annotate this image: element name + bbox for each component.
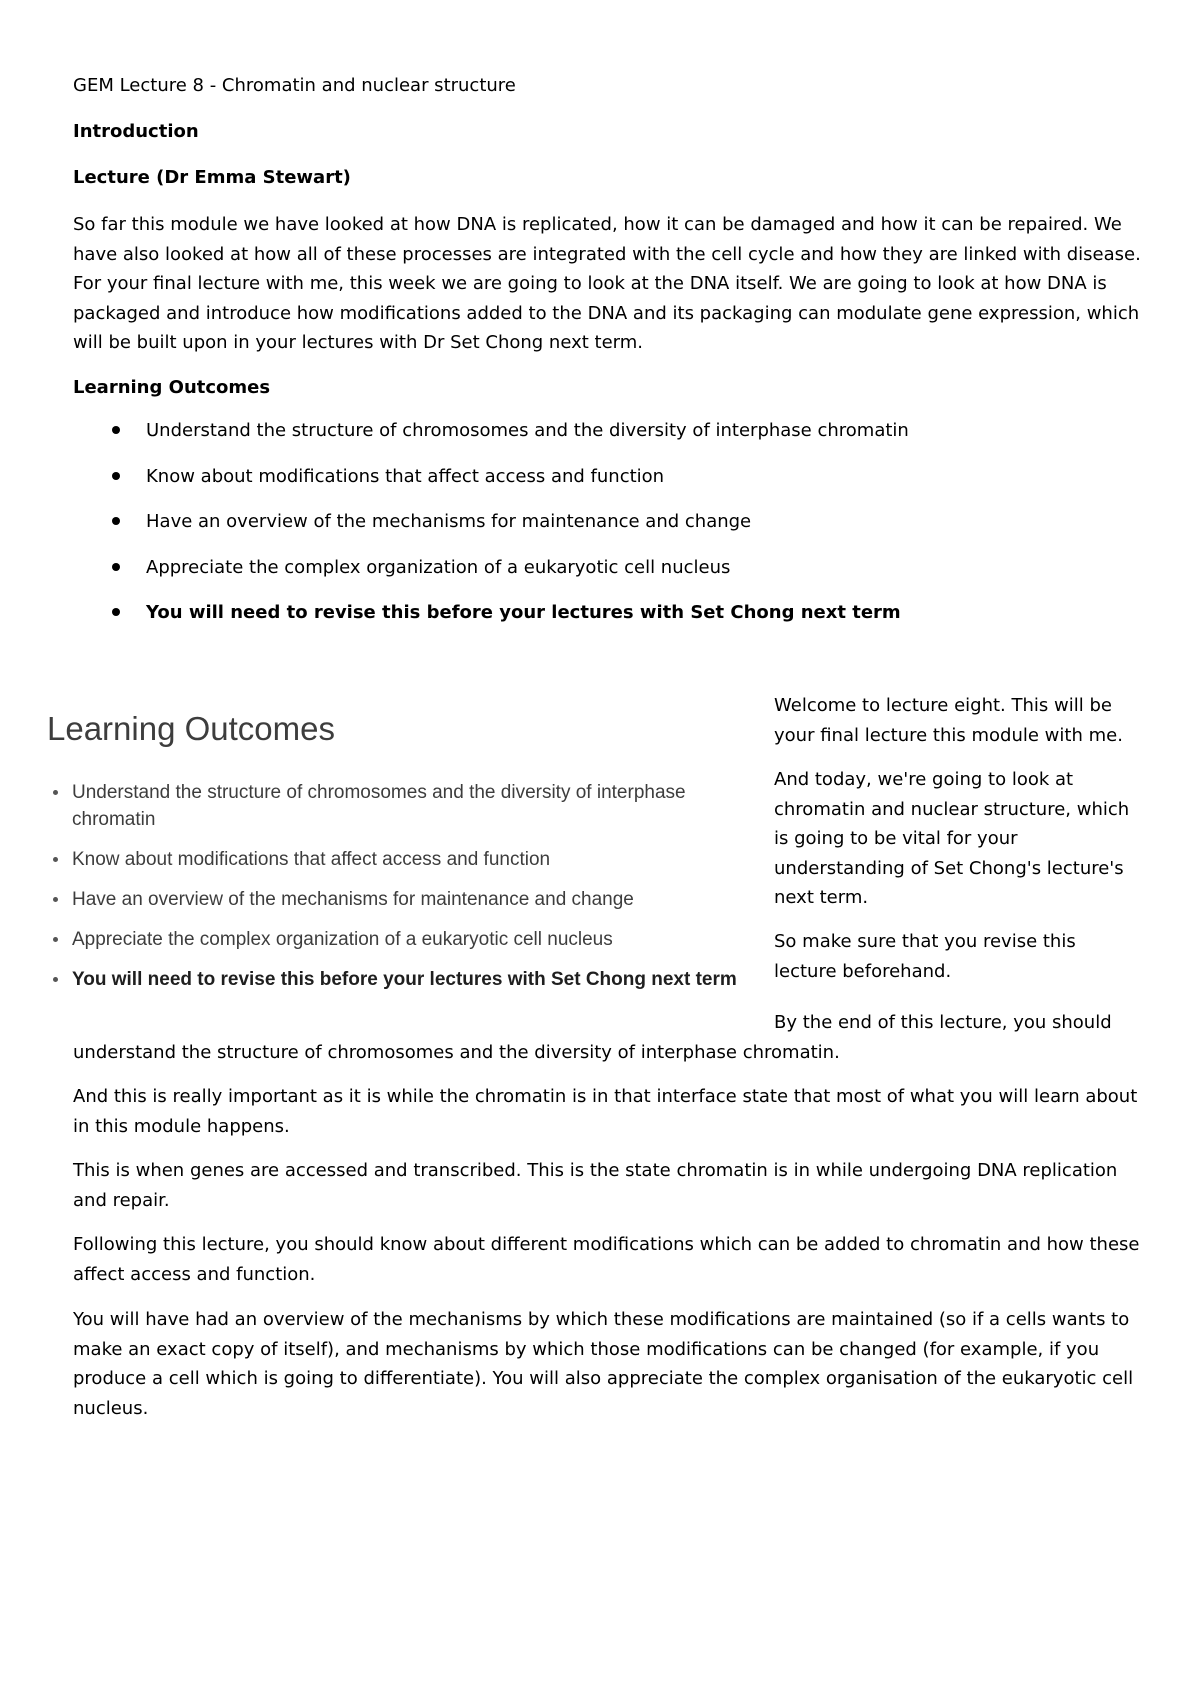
introduction-heading: Introduction bbox=[73, 121, 199, 142]
lecture-heading: Lecture (Dr Emma Stewart) bbox=[73, 167, 351, 188]
slide-list-item bbox=[47, 966, 747, 993]
slide-list-item-text: Understand the structure of chromosomes and the diversity of interphase chromatin bbox=[72, 782, 686, 830]
bullet-icon bbox=[112, 472, 120, 480]
transcript-paragraph-start: By the end of this lecture, you should bbox=[774, 1012, 1112, 1033]
learning-outcomes-heading: Learning Outcomes bbox=[73, 377, 271, 398]
slide-list-item bbox=[47, 846, 747, 873]
list-item-text: Understand the structure of chromosomes and the diversity of interphase chromatin bbox=[146, 420, 909, 441]
transcript-paragraph: And today, we're going to look at chromatin and nuclear structure, which is going to be vital for your understanding of Set Chong's lecture's next term. bbox=[774, 769, 1130, 908]
intro-paragraph: So far this module we have looked at how DNA is replicated, how it can be damaged and how it can be repaired. We have also looked at how all of these processes are integrated with the cell cycle and how they are linked with disease. For your final lecture with me, this week we are going to look at the DNA itself. We are going to look at how DNA is packaged and introduce how modifications added to the DNA and its packaging can modulate gene expression, which will be built upon in your lectures with Dr Set Chong next term. bbox=[73, 214, 1141, 353]
transcript-paragraph: So make sure that you revise this lecture beforehand. bbox=[774, 931, 1076, 982]
slide-list-item bbox=[47, 926, 747, 953]
list-item bbox=[73, 418, 1133, 464]
transcript-paragraph-continuation: understand the structure of chromosomes and the diversity of interphase chromatin. bbox=[73, 1042, 840, 1063]
transcript-paragraph: This is when genes are accessed and transcribed. This is the state chromatin is in while undergoing DNA replication and repair. bbox=[73, 1160, 1118, 1211]
list-item bbox=[73, 555, 1133, 601]
slide-list-item bbox=[47, 886, 747, 913]
bullet-icon bbox=[112, 608, 120, 616]
bullet-icon bbox=[53, 790, 58, 795]
slide-list-item bbox=[47, 779, 747, 833]
slide-image bbox=[40, 695, 750, 995]
bullet-icon bbox=[112, 563, 120, 571]
bullet-icon bbox=[53, 857, 58, 862]
slide-list-item-text: Appreciate the complex organization of a eukaryotic cell nucleus bbox=[72, 929, 613, 950]
learning-outcomes-list bbox=[73, 418, 1133, 646]
document-title: GEM Lecture 8 - Chromatin and nuclear structure bbox=[73, 75, 516, 96]
slide-list-item-text: Know about modifications that affect access and function bbox=[72, 849, 551, 870]
slide-title: Learning Outcomes bbox=[47, 710, 335, 747]
slide-list-item-text: Have an overview of the mechanisms for maintenance and change bbox=[72, 889, 634, 910]
bullet-icon bbox=[53, 897, 58, 902]
transcript-paragraph: You will have had an overview of the mechanisms by which these modifications are maintained (so if a cells wants to make an exact copy of itself), and mechanisms by which those modifications can be changed (for example, if you produce a cell which is going to differentiate). You will also appreciate the complex organisation of the eukaryotic cell nucleus. bbox=[73, 1309, 1134, 1419]
bullet-icon bbox=[112, 517, 120, 525]
list-item bbox=[73, 464, 1133, 510]
list-item bbox=[73, 600, 1133, 646]
slide-list-item-text: You will need to revise this before your lectures with Set Chong next term bbox=[72, 969, 737, 990]
transcript-paragraph: And this is really important as it is while the chromatin is in that interface state that most of what you will learn about in this module happens. bbox=[73, 1086, 1138, 1137]
bullet-icon bbox=[53, 977, 58, 982]
transcript-paragraph: Welcome to lecture eight. This will be your final lecture this module with me. bbox=[774, 695, 1123, 746]
list-item-text: Have an overview of the mechanisms for maintenance and change bbox=[146, 511, 752, 532]
list-item-text: Appreciate the complex organization of a eukaryotic cell nucleus bbox=[146, 556, 731, 578]
list-item-text: You will need to revise this before your lectures with Set Chong next term bbox=[146, 602, 901, 623]
list-item-text: Know about modifications that affect access and function bbox=[146, 465, 665, 487]
bullet-icon bbox=[53, 937, 58, 942]
list-item bbox=[73, 509, 1133, 555]
bullet-icon bbox=[112, 426, 120, 434]
slide-list bbox=[47, 779, 747, 1006]
transcript-paragraph: Following this lecture, you should know about different modifications which can be added to chromatin and how these affect access and function. bbox=[73, 1234, 1140, 1285]
